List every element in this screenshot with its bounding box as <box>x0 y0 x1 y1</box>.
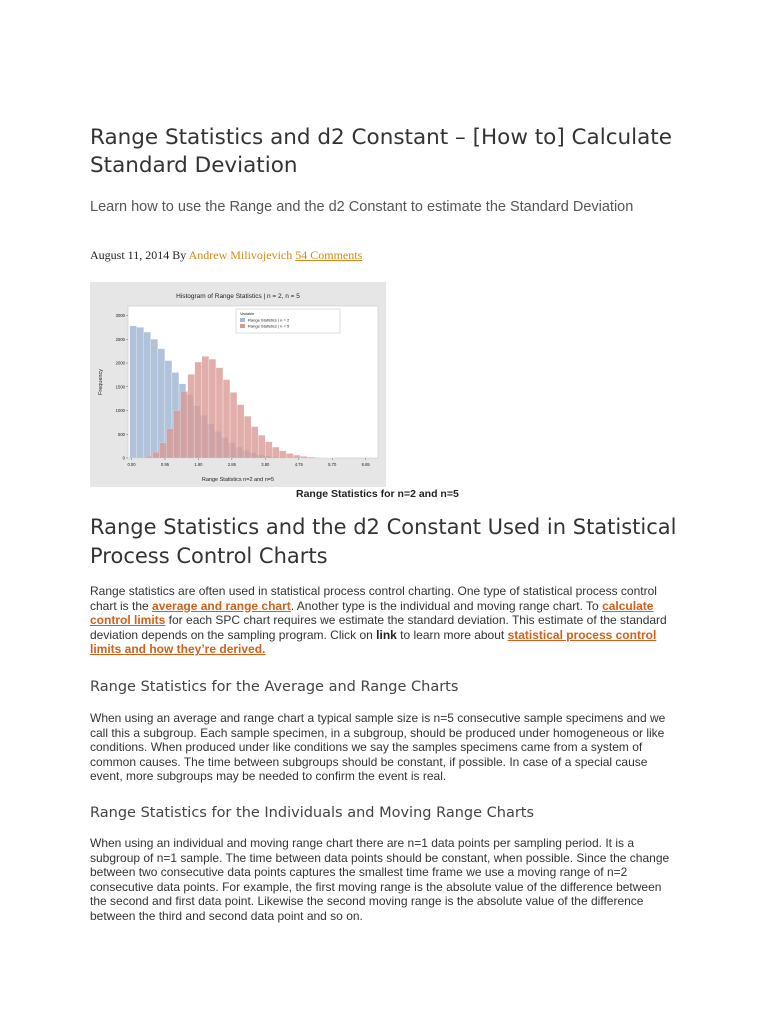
histogram-bar <box>230 392 237 458</box>
text-run: to learn more about <box>396 627 508 642</box>
histogram-bar <box>174 411 181 459</box>
x-tick-label: 6.65 <box>361 462 370 467</box>
text-run: for each SPC chart requires we estimate the standard deviation. This estimate of the standard deviation depends on the sampling program. Click on <box>90 613 667 642</box>
y-axis-label: Frequency <box>98 369 104 395</box>
subheading-average-range: Range Statistics for the Average and Range Charts <box>90 679 459 695</box>
legend-swatch-n5 <box>240 324 245 328</box>
histogram-figure <box>90 282 386 487</box>
text-run: Range statistics are often used in statistical process control charting. One type of statistical process control chart is the <box>90 584 657 613</box>
link-word: link <box>376 627 397 642</box>
calculate-control-limits-link[interactable]: calculate control limits <box>90 598 654 628</box>
y-tick-label: 500 <box>118 431 125 437</box>
histogram-bar <box>151 339 158 458</box>
histogram-bar <box>209 359 216 458</box>
individuals-moving-range-paragraph: When using an individual and moving range chart there are n=1 data points per sampling period. It is a subgroup of n=1 sample. The time between data points should be constant, when possible. Since the change between two consecutive data points captures the smallest time frame we use a moving range of n=2 consecutive data points. For example, the first moving range is the absolute value of the difference between the second and first data point. Likewise the second moving range is the absolute value of the difference between the third and second data point and so on. <box>90 836 670 923</box>
histogram-bar <box>223 380 230 458</box>
x-tick-label: 0.95 <box>160 462 170 467</box>
legend-entry-n2: Range Statistics | n = 2 <box>248 317 290 323</box>
average-range-chart-link[interactable]: average and range chart <box>152 598 291 613</box>
text-run: . Another type is the individual and moving range chart. To <box>290 598 603 613</box>
comments-link[interactable]: 54 Comments <box>295 248 363 262</box>
histogram-bar <box>144 332 151 458</box>
histogram-bar <box>160 443 167 458</box>
legend-entry-n5: Range Statistics | n = 5 <box>248 323 290 329</box>
x-tick-label: 2.85 <box>227 462 236 467</box>
histogram-bar <box>272 447 279 458</box>
chart-title: Histogram of Range Statistics | n = 2, n = 5 <box>176 293 300 300</box>
x-tick-label: 5.70 <box>328 462 337 467</box>
y-tick-label: 3000 <box>115 313 125 318</box>
histogram-bar <box>265 442 272 458</box>
y-tick-label: 2000 <box>115 360 125 366</box>
x-tick-label: 0.00 <box>127 462 136 467</box>
histogram-bar <box>202 356 209 458</box>
histogram-bar <box>237 405 244 458</box>
histogram-bar <box>286 453 293 458</box>
byline-by: By <box>172 248 187 262</box>
histogram-bar <box>130 326 137 458</box>
histogram-bar <box>158 349 165 458</box>
histogram-bar <box>216 368 223 458</box>
author-link[interactable]: Andrew Milivojevich <box>188 248 293 262</box>
average-range-paragraph: When using an average and range chart a typical sample size is n=5 consecutive sample specimens and we call this a subgroup. Each sample specimen, in a subgroup, should be produced under homogeneous or like conditions. When produced under like conditions we say the samples specimens came from a system of common causes. The time between subgroups should be constant, if possible. In case of a special cause event, more subgroups may be needed to confirm the event is real. <box>90 711 666 784</box>
x-tick-label: 4.75 <box>294 462 303 467</box>
article-subtitle: Learn how to use the Range and the d2 Constant to estimate the Standard Deviation <box>90 199 634 215</box>
figure-caption: Range Statistics for n=2 and n=5 <box>296 488 459 500</box>
article-meta <box>90 248 362 263</box>
legend-swatch-n2 <box>240 318 245 322</box>
post-date: August 11, 2014 <box>90 248 170 262</box>
histogram-bar <box>258 435 265 458</box>
histogram-bar <box>293 455 300 458</box>
histogram-bar <box>146 456 153 458</box>
y-tick-label: 2500 <box>115 336 125 342</box>
x-tick-label: 3.80 <box>261 462 270 467</box>
legend-title: Variable <box>240 311 255 316</box>
section-heading: Range Statistics and the d2 Constant Used in Statistical Process Control Charts <box>90 515 677 568</box>
histogram-bar <box>301 456 308 458</box>
spc-limits-link[interactable]: statistical process control limits and how they’re derived. <box>90 627 657 657</box>
x-axis-label: Range Statistics n=2 and n=5 <box>201 477 275 483</box>
y-tick-label: 1500 <box>115 384 125 390</box>
histogram-bar <box>137 327 144 458</box>
histogram-bar <box>251 427 258 458</box>
histogram-bar <box>153 452 160 458</box>
histogram-bar <box>279 451 286 458</box>
histogram-bar <box>188 374 195 458</box>
histogram-bar <box>167 429 174 458</box>
histogram-chart <box>90 282 386 487</box>
histogram-bar <box>308 457 315 458</box>
histogram-bar <box>195 362 202 458</box>
x-tick-label: 1.90 <box>194 462 203 467</box>
histogram-bar <box>244 416 251 458</box>
chart-legend <box>236 309 340 333</box>
histogram-bar <box>181 392 188 459</box>
page-title: Range Statistics and d2 Constant – [How to] Calculate Standard Deviation <box>90 125 672 178</box>
y-tick-label: 0 <box>122 455 125 461</box>
subheading-individuals-moving-range: Range Statistics for the Individuals and Moving Range Charts <box>90 805 535 821</box>
y-tick-label: 1000 <box>115 408 125 413</box>
intro-paragraph <box>90 584 680 657</box>
